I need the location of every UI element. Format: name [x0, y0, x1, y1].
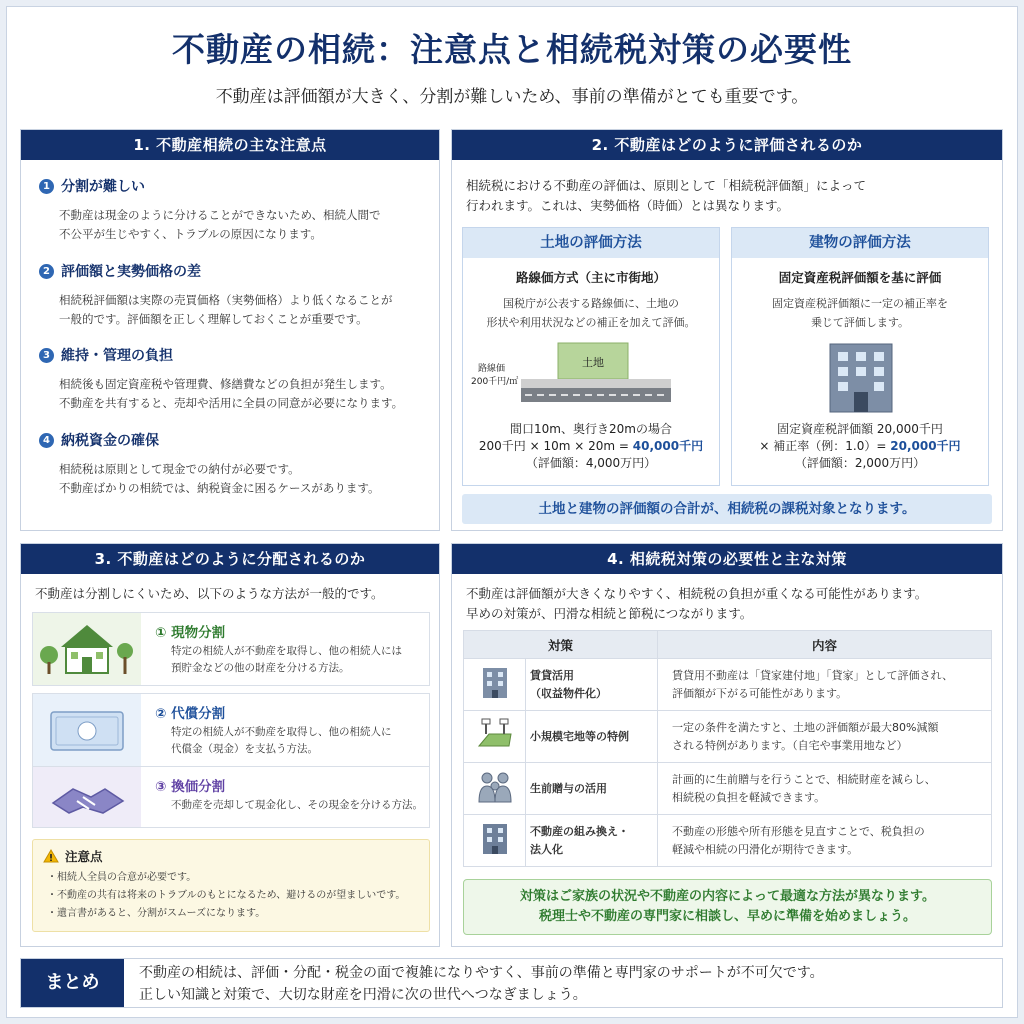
- building-valuation-box: [731, 227, 989, 486]
- table-header-row: [464, 631, 992, 659]
- distribution-intro: 不動産は分割しにくいため、以下のような方法が一般的です。: [35, 586, 384, 601]
- method-heading: ① 現物分割: [155, 625, 226, 641]
- building-calc-base: 固定資産税評価額 20,000千円: [777, 422, 943, 436]
- caution-item: ・ 不動産の共有は将来のトラブルのもとになるため、避けるのが望ましいです。: [47, 887, 405, 905]
- caution-point-heading: 納税資金の確保: [61, 433, 159, 449]
- measure-desc: 一定の条件を満たすと、土地の評価額が最大80%減額: [672, 720, 939, 734]
- valuation-intro: [466, 176, 986, 216]
- building-calc-value: （評価額：2,000万円）: [794, 456, 926, 470]
- land-calc-condition: 間口10m、奥行き20mの場合: [510, 422, 672, 436]
- land-calc-value: （評価額：4,000万円）: [525, 456, 657, 470]
- measure-name: 小規模宅地等の特例: [530, 729, 629, 743]
- house-icon: [33, 613, 141, 685]
- caution-point-text: 不動産を共有すると、売却や活用に全員の同意が必要になります。: [59, 396, 404, 410]
- method-compensation: [32, 693, 430, 767]
- apartment-icon: [477, 664, 513, 700]
- land-lot-label: 土地: [582, 356, 604, 369]
- section-valuation: [451, 129, 1003, 531]
- number-2-icon: 2: [39, 264, 54, 279]
- tax-measures-intro: [466, 584, 996, 624]
- land-valuation-method: 路線価方式（主に市街地）: [515, 270, 666, 285]
- column-header-measure: 対策: [464, 631, 658, 659]
- banknote-icon: [33, 694, 141, 766]
- building-valuation-desc: [732, 294, 988, 332]
- method-heading: ③ 換価分割: [155, 779, 226, 795]
- section-valuation-title: 2. 不動産はどのように評価されるのか: [452, 130, 1002, 160]
- caution-point-3: [39, 345, 434, 413]
- caution-point-1: [39, 176, 434, 244]
- road-price-value: 200千円/㎡: [471, 377, 519, 387]
- caution-point-text: 相続税は原則として現金での納付が必要です。: [59, 462, 300, 476]
- measure-desc: される特例があります。（自宅や事業用地など）: [672, 738, 908, 752]
- section-tax-measures: [451, 543, 1003, 947]
- building-calc-result: 20,000千円: [890, 439, 961, 453]
- summary-line: 正しい知識と対策で、大切な財産を円滑に次の世代へつなぎましょう。: [139, 987, 587, 1003]
- summary-label: まとめ: [21, 959, 124, 1007]
- section-distribution-title: 3. 不動産はどのように分配されるのか: [21, 544, 439, 574]
- caution-point-heading: 分割が難しい: [61, 179, 145, 195]
- valuation-intro-line: 行われます。これは、実勢価格（時価）とは異なります。: [466, 198, 790, 213]
- method-line: 特定の相続人が不動産を取得し、他の相続人には: [171, 645, 402, 657]
- measure-name: 賃貸活用: [530, 668, 574, 682]
- page-subtitle: 不動産は評価額が大きく、分割が難しいため、事前の準備がとても重要です。: [215, 87, 809, 107]
- caution-item: ・ 相続人全員の合意が必要です。: [47, 869, 405, 887]
- method-description: [171, 797, 427, 814]
- handshake-icon: [33, 767, 141, 827]
- measure-desc: 評価額が下がる可能性があります。: [672, 686, 848, 700]
- caution-point-text: 相続後も固定資産税や管理費、修繕費などの負担が発生します。: [59, 377, 392, 391]
- measure-desc: 相続税の負担を軽減できます。: [672, 790, 826, 804]
- page-title: 不動産の相続：注意点と相続税対策の必要性: [172, 30, 852, 69]
- distribution-caution-box: [32, 839, 430, 932]
- valuation-intro-line: 相続税における不動産の評価は、原則として「相続税評価額」によって: [466, 178, 867, 193]
- land-valuation-title: 土地の評価方法: [463, 228, 719, 258]
- summary-text: [139, 962, 824, 1006]
- warning-icon: [43, 849, 59, 863]
- taxable-total-banner: 土地と建物の評価額の合計が、相続税の課税対象となります。: [462, 494, 992, 524]
- land-valuation-box: [462, 227, 720, 486]
- caution-point-text: 不動産は現金のように分けることができないため、相続人間で: [59, 208, 381, 222]
- advice-line: 税理士や不動産の専門家に相談し、早めに準備を始めましょう。: [538, 909, 916, 924]
- tax-intro-line: 早めの対策が、円滑な相続と節税につながります。: [466, 606, 753, 621]
- column-header-content: 内容: [658, 631, 992, 659]
- method-description: [171, 643, 427, 677]
- family-icon: [475, 768, 515, 804]
- building-valuation-method: 固定資産税評価額を基に評価: [778, 270, 942, 285]
- measure-name: （収益物件化）: [530, 686, 607, 700]
- summary-box: [20, 958, 1003, 1008]
- tax-intro-line: 不動産は評価額が大きくなりやすく、相続税の負担が重くなる可能性があります。: [466, 586, 928, 601]
- method-line: 代償金（現金）を支払う方法。: [171, 743, 318, 755]
- sidewalk-shape: [521, 379, 671, 388]
- table-row: [464, 815, 992, 867]
- method-sale: [32, 766, 430, 828]
- method-in-kind: [32, 612, 430, 686]
- office-building-icon: [826, 340, 896, 415]
- measures-table: [463, 630, 992, 867]
- advice-line: 対策はご家族の状況や不動産の内容によって最適な方法が異なります。: [520, 889, 935, 904]
- method-heading: ② 代償分割: [155, 706, 226, 722]
- caution-point-text: 不動産ばかりの相続では、納税資金に困るケースがあります。: [59, 481, 380, 495]
- road-price-label: 路線価: [478, 364, 506, 374]
- method-line: 不動産を売却して現金化し、その現金を分ける方法。: [171, 799, 423, 811]
- table-row: [464, 763, 992, 815]
- land-desc-line: 国税庁が公表する路線価に、土地の: [503, 297, 679, 310]
- caution-point-text: 相続税評価額は実際の売買価格（実勢価格）より低くなることが: [59, 293, 393, 307]
- table-row: [464, 659, 992, 711]
- consult-advice-box: [463, 879, 992, 935]
- land-calc-result: 40,000千円: [632, 439, 704, 453]
- measure-name: 生前贈与の活用: [530, 781, 607, 795]
- method-description: [171, 724, 427, 758]
- caution-point-heading: 維持・管理の負担: [61, 348, 173, 364]
- building-valuation-title: 建物の評価方法: [732, 228, 988, 258]
- measure-desc: 計画的に生前贈与を行うことで、相続財産を減らし、: [672, 772, 936, 786]
- section-distribution: [20, 543, 440, 947]
- caution-item: ・ 遺言書があると、分割がスムーズになります。: [47, 905, 405, 923]
- method-line: 預貯金などの他の財産を分ける方法。: [171, 662, 350, 674]
- measure-desc: 賃貸用不動産は「貸家建付地」「貸家」として評価され、: [672, 668, 954, 682]
- caution-point-4: [39, 430, 434, 498]
- caution-point-text: 不公平が生じやすく、トラブルの原因になります。: [59, 227, 322, 241]
- measure-name: 法人化: [530, 842, 563, 856]
- measure-desc: 軽減や相続の円滑化が期待できます。: [672, 842, 859, 856]
- number-1-icon: 1: [39, 179, 54, 194]
- building-icon: [477, 820, 513, 856]
- land-plot-illustration: [463, 340, 721, 415]
- table-row: [464, 711, 992, 763]
- land-desc-line: 形状や利用状況などの補正を加えて評価。: [486, 316, 696, 329]
- summary-line: 不動産の相続は、評価・分配・税金の面で複雑になりやすく、事前の準備と専門家のサポートが不可欠です。: [139, 965, 824, 981]
- caution-point-heading: 評価額と実勢価格の差: [61, 264, 201, 280]
- number-4-icon: 4: [39, 433, 54, 448]
- building-calculation: [732, 421, 988, 472]
- number-3-icon: 3: [39, 348, 54, 363]
- caution-point-2: [39, 261, 434, 329]
- section-cautions: [20, 129, 440, 531]
- section-tax-measures-title: 4. 相続税対策の必要性と主な対策: [452, 544, 1002, 574]
- building-desc-line: 乗じて評価します。: [810, 316, 910, 329]
- land-calculation: [463, 421, 719, 472]
- land-plot-icon: [475, 716, 515, 752]
- building-calc-formula: × 補正率（例：1.0）=: [759, 439, 891, 453]
- land-valuation-desc: [463, 294, 719, 332]
- building-desc-line: 固定資産税評価額に一定の補正率を: [772, 297, 948, 310]
- land-calc-formula: 200千円 × 10m × 20m =: [478, 439, 633, 453]
- section-cautions-title: 1. 不動産相続の主な注意点: [21, 130, 439, 160]
- caution-title: 注意点: [65, 849, 103, 864]
- method-line: 特定の相続人が不動産を取得し、他の相続人に: [171, 726, 392, 738]
- measure-desc: 不動産の形態や所有形態を見直すことで、税負担の: [672, 824, 925, 838]
- caution-point-text: 一般的です。評価額を正しく理解しておくことが重要です。: [59, 312, 368, 326]
- measure-name: 不動産の組み換え・: [530, 824, 629, 838]
